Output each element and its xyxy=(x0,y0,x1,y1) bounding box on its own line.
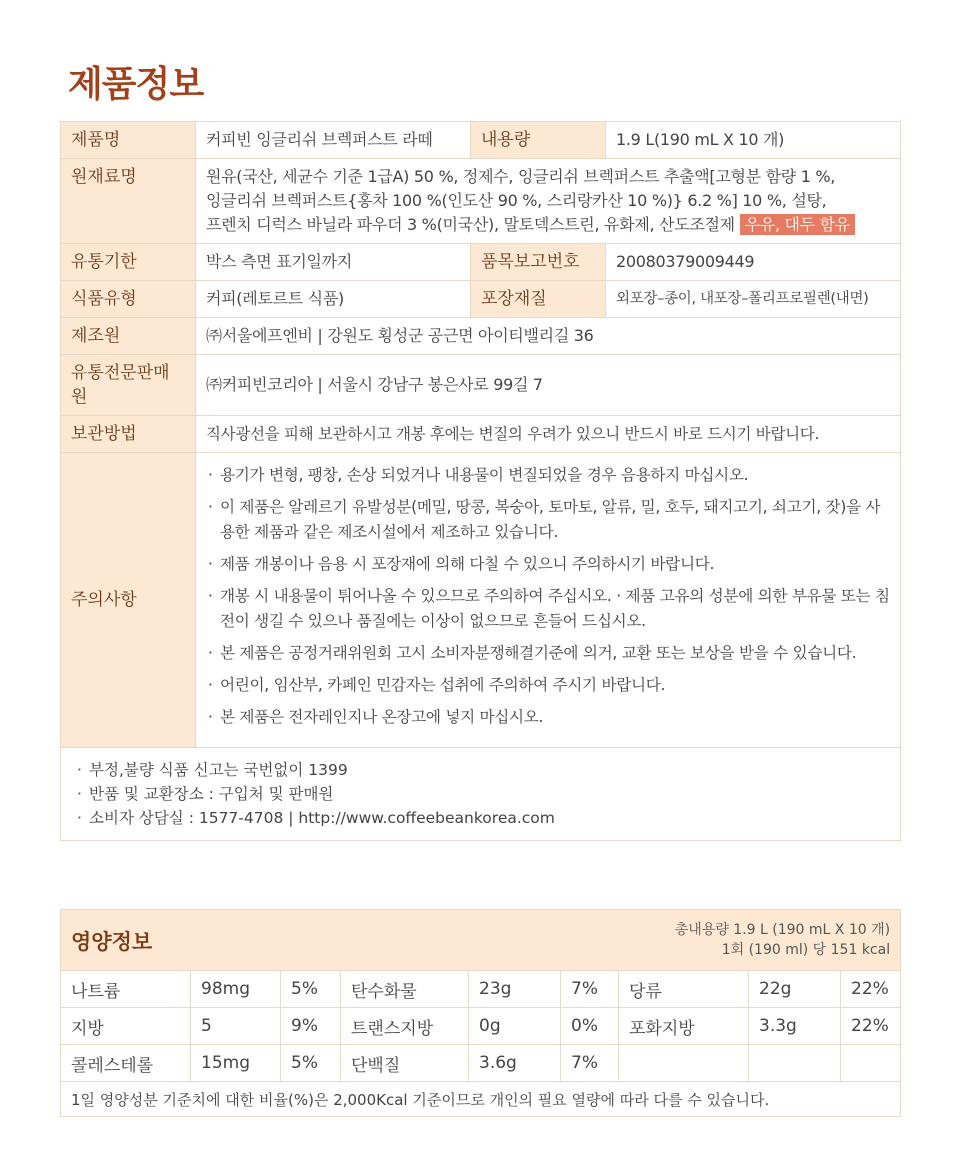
footnotes-cell xyxy=(61,748,901,841)
nutrition-table xyxy=(60,909,901,1117)
value-storage: 직사광선을 피해 보관하시고 개봉 후에는 변질의 우려가 있으니 반드시 바로 드시기 바랍니다. xyxy=(196,416,901,453)
page-title: 제품정보 xyxy=(68,64,204,105)
row-maker xyxy=(61,318,901,355)
label-type: 식품유형 xyxy=(61,281,196,318)
footnote-item: · 부정,불량 식품 신고는 국번없이 1399 xyxy=(75,758,886,782)
nutrient-amount: 22g xyxy=(749,971,841,1008)
nutrient-amount xyxy=(749,1045,841,1082)
row-type xyxy=(61,281,901,318)
nutrient-name: 콜레스테롤 xyxy=(61,1045,191,1082)
caution-item: · 제품 개봉이나 음용 시 포장재에 의해 다칠 수 있으니 주의하시기 바랍니다. xyxy=(206,552,890,577)
nutrient-percent: 7% xyxy=(561,971,619,1008)
nutrient-percent: 22% xyxy=(841,971,901,1008)
caution-list xyxy=(206,459,890,741)
nutrient-percent: 0% xyxy=(561,1008,619,1045)
value-ingredients xyxy=(196,159,901,244)
nutrient-row xyxy=(61,971,901,1008)
nutrient-percent: 5% xyxy=(281,971,341,1008)
nutrient-amount: 98mg xyxy=(191,971,281,1008)
value-type: 커피(레토르트 식품) xyxy=(196,281,471,318)
ingredients-line-1: 원유(국산, 세균수 기준 1급A) 50 %, 정제수, 잉글리쉬 브렉퍼스트 추출액[고형분 함량 1 %, xyxy=(206,167,836,186)
nutrient-name: 당류 xyxy=(619,971,749,1008)
value-maker: ㈜서울에프엔비 | 강원도 횡성군 공근면 아이티밸리길 36 xyxy=(196,318,901,355)
allergen-badge: 우유, 대두 함유 xyxy=(740,214,855,235)
value-volume: 1.9 L(190 mL X 10 개) xyxy=(606,122,901,159)
nutrient-name: 포화지방 xyxy=(619,1008,749,1045)
nutrient-amount: 23g xyxy=(469,971,561,1008)
product-info-table xyxy=(60,121,901,841)
nutrient-amount: 3.6g xyxy=(469,1045,561,1082)
footnote-item: · 소비자 상담실 : 1577-4708 | http://www.coffeebeankorea.com xyxy=(75,806,886,830)
value-packaging: 외포장–종이, 내포장–폴리프로필렌(내면) xyxy=(606,281,901,318)
nutrient-percent xyxy=(841,1045,901,1082)
nutrient-amount: 3.3g xyxy=(749,1008,841,1045)
value-report: 20080379009449 xyxy=(606,244,901,281)
nutrient-percent: 5% xyxy=(281,1045,341,1082)
row-ingredients xyxy=(61,159,901,244)
nutrient-percent: 22% xyxy=(841,1008,901,1045)
label-name: 제품명 xyxy=(61,122,196,159)
nutrient-name: 트랜스지방 xyxy=(341,1008,469,1045)
nutrition-guide: 1일 영양성분 기준치에 대한 비율(%)은 2,000Kcal 기준이므로 개인의 필요 열량에 따라 다를 수 있습니다. xyxy=(61,1082,901,1117)
nutrient-name: 탄수화물 xyxy=(341,971,469,1008)
nutrient-name: 나트륨 xyxy=(61,971,191,1008)
nutrient-name: 지방 xyxy=(61,1008,191,1045)
label-maker: 제조원 xyxy=(61,318,196,355)
nutrient-amount: 0g xyxy=(469,1008,561,1045)
ingredients-line-3: 프렌치 디럭스 바닐라 파우더 3 %(미국산), 말토덱스트린, 유화제, 산도조절제 xyxy=(206,215,735,234)
nutrient-percent: 7% xyxy=(561,1045,619,1082)
caution-item: · 어린이, 임산부, 카페인 민감자는 섭취에 주의하여 주시기 바랍니다. xyxy=(206,673,890,698)
ingredients-line-2: 잉글리쉬 브렉퍼스트{홍차 100 %(인도산 90 %, 스리랑카산 10 %)} 6.2 %] 10 %, 설탕, xyxy=(206,191,827,210)
nutrition-summary xyxy=(675,920,890,960)
row-caution xyxy=(61,453,901,748)
caution-item: · 용기가 변형, 팽창, 손상 되었거나 내용물이 변질되었을 경우 음용하지 마십시오. xyxy=(206,463,890,488)
value-seller: ㈜커피빈코리아 | 서울시 강남구 봉은사로 99길 7 xyxy=(196,355,901,416)
nutrition-per-serving: 1회 (190 ml) 당 151 kcal xyxy=(721,942,891,958)
footnote-item: · 반품 및 교환장소 : 구입처 및 판매원 xyxy=(75,782,886,806)
label-volume: 내용량 xyxy=(471,122,606,159)
nutrition-total: 총내용량 1.9 L (190 mL X 10 개) xyxy=(674,922,891,938)
nutrient-amount: 5 xyxy=(191,1008,281,1045)
caution-item: · 개봉 시 내용물이 튀어나올 수 있으므로 주의하여 주십시오. · 제품 고유의 성분에 의한 부유물 또는 침전이 생길 수 있으나 품질에는 이상이 없으므로 흔들어 드십시오. xyxy=(206,584,890,634)
label-ingredients: 원재료명 xyxy=(61,159,196,244)
label-caution: 주의사항 xyxy=(61,453,196,748)
label-report: 품목보고번호 xyxy=(471,244,606,281)
row-name xyxy=(61,122,901,159)
label-expiry: 유통기한 xyxy=(61,244,196,281)
caution-item: · 이 제품은 알레르기 유발성분(메밀, 땅콩, 복숭아, 토마토, 알류, 밀, 호두, 돼지고기, 쇠고기, 잣)을 사용한 제품과 같은 제조시설에서 제조하고 있습니다. xyxy=(206,495,890,545)
value-expiry: 박스 측면 표기일까지 xyxy=(196,244,471,281)
label-packaging: 포장재질 xyxy=(471,281,606,318)
nutrition-guide-row xyxy=(61,1082,901,1117)
row-footnotes xyxy=(61,748,901,841)
nutrient-row xyxy=(61,1008,901,1045)
value-caution xyxy=(196,453,901,748)
value-name: 커피빈 잉글리쉬 브렉퍼스트 라떼 xyxy=(196,122,471,159)
nutrition-header-row xyxy=(61,910,901,971)
nutrient-name xyxy=(619,1045,749,1082)
row-seller xyxy=(61,355,901,416)
nutrient-row xyxy=(61,1045,901,1082)
label-storage: 보관방법 xyxy=(61,416,196,453)
caution-item: · 본 제품은 공정거래위원회 고시 소비자분쟁해결기준에 의거, 교환 또는 보상을 받을 수 있습니다. xyxy=(206,641,890,666)
footnote-list xyxy=(71,750,890,838)
nutrition-title: 영양정보 xyxy=(71,930,153,954)
nutrition-header xyxy=(61,910,901,971)
nutrient-name: 단백질 xyxy=(341,1045,469,1082)
nutrient-amount: 15mg xyxy=(191,1045,281,1082)
nutrient-percent: 9% xyxy=(281,1008,341,1045)
caution-item: · 본 제품은 전자레인지나 온장고에 넣지 마십시오. xyxy=(206,705,890,730)
row-expiry xyxy=(61,244,901,281)
label-seller: 유통전문판매원 xyxy=(61,355,196,416)
row-storage xyxy=(61,416,901,453)
